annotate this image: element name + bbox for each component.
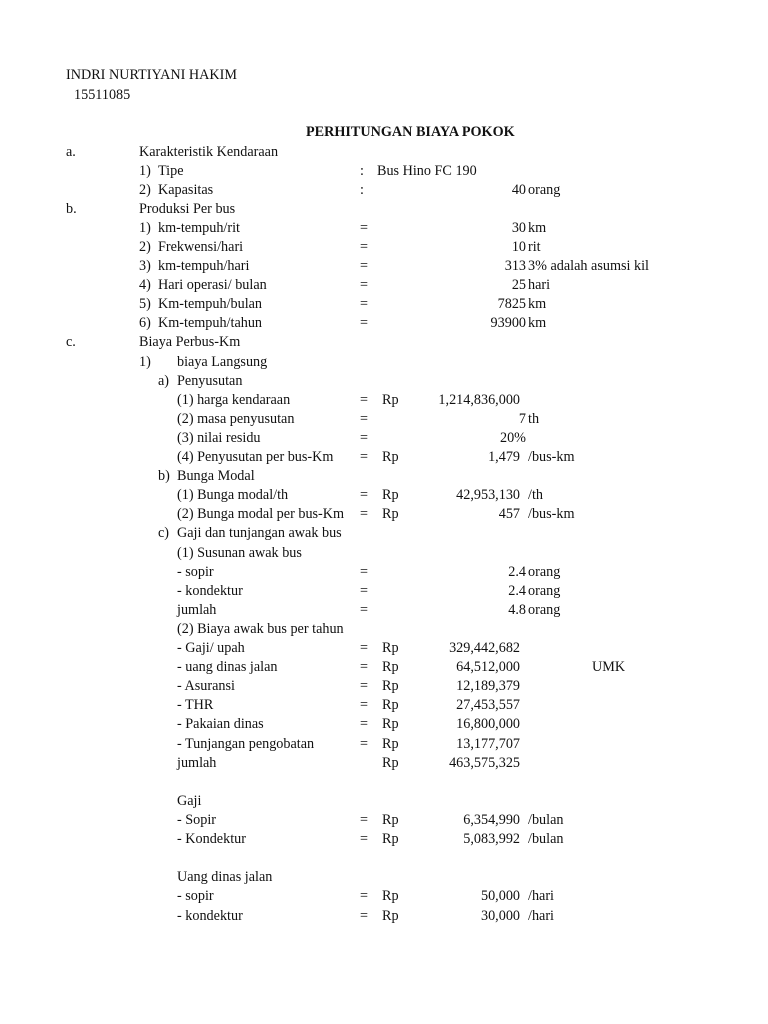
author-name: INDRI NURTIYANI HAKIM — [66, 67, 237, 83]
row-label: - Pakaian dinas — [177, 716, 264, 732]
row-currency: Rp — [382, 659, 399, 675]
row-value: 27,453,557 — [456, 697, 520, 713]
row-unit: orang — [528, 583, 561, 599]
row-sep: = — [360, 277, 369, 293]
row-sep: = — [360, 697, 369, 713]
row-unit: km — [528, 315, 547, 331]
row-sep: = — [360, 449, 369, 465]
row-label: - uang dinas jalan — [177, 659, 278, 675]
row-label: - kondektur — [177, 583, 243, 599]
row-value: 64,512,000 — [456, 659, 520, 675]
row-sep: = — [360, 392, 369, 408]
row-value: 30,000 — [480, 908, 520, 924]
row-sep: = — [360, 908, 369, 924]
row-sep: : — [360, 163, 364, 179]
row-value: 7 — [518, 411, 526, 427]
item-letter: c) — [158, 525, 170, 541]
subsection-label: biaya Langsung — [177, 354, 268, 370]
row-label: (2) Bunga modal per bus-Km — [177, 506, 345, 522]
row-value: 7825 — [497, 296, 526, 312]
row-currency: Rp — [382, 888, 399, 904]
row-value: 1,214,836,000 — [438, 392, 520, 408]
student-id: 15511085 — [74, 87, 131, 103]
row-value: 50,000 — [480, 888, 520, 904]
item-letter: b) — [158, 468, 170, 484]
row-label: - THR — [177, 697, 214, 713]
row-unit: /bus-km — [528, 449, 575, 465]
row-label: - Gaji/ upah — [177, 640, 245, 656]
row-unit: orang — [528, 564, 561, 580]
row-currency: Rp — [382, 640, 399, 656]
row-unit: orang — [528, 182, 561, 198]
row-label: (2) masa penyusutan — [177, 411, 295, 427]
section-b-letter: b. — [66, 201, 77, 217]
row-sep: = — [360, 315, 369, 331]
row-sep: = — [360, 831, 369, 847]
row-label: - Tunjangan pengobatan — [177, 736, 315, 752]
row-num: 1) — [139, 163, 151, 179]
row-unit: hari — [528, 277, 551, 293]
row-label: jumlah — [177, 602, 217, 618]
row-label: (3) nilai residu — [177, 430, 261, 446]
row-currency: Rp — [382, 755, 399, 771]
row-sep: = — [360, 602, 369, 618]
row-value: 93900 — [490, 315, 526, 331]
row-value: 16,800,000 — [456, 716, 520, 732]
row-sep: = — [360, 296, 369, 312]
row-value: 25 — [511, 277, 526, 293]
row-label: (1) harga kendaraan — [177, 392, 291, 408]
row-currency: Rp — [382, 697, 399, 713]
row-num: 3) — [139, 258, 151, 274]
row-currency: Rp — [382, 812, 399, 828]
row-sep: = — [360, 564, 369, 580]
row-value: Bus Hino FC 190 — [377, 163, 477, 179]
page-title: PERHITUNGAN BIAYA POKOK — [306, 124, 515, 140]
umk-note: UMK — [592, 659, 626, 675]
section-a-letter: a. — [66, 144, 76, 160]
row-sep: = — [360, 220, 369, 236]
row-value: 1,479 — [488, 449, 520, 465]
row-unit: orang — [528, 602, 561, 618]
row-label: - Asuransi — [177, 678, 235, 694]
row-num: 2) — [139, 239, 151, 255]
row-label: - sopir — [177, 888, 214, 904]
row-value: 10 — [511, 239, 526, 255]
row-label: Tipe — [158, 163, 184, 179]
row-num: 1) — [139, 354, 151, 370]
row-label: km-tempuh/rit — [158, 220, 240, 236]
row-unit: th — [528, 411, 540, 427]
row-sep: = — [360, 411, 369, 427]
row-label: - Sopir — [177, 812, 217, 828]
section-c-label: Biaya Perbus-Km — [139, 334, 241, 350]
row-value: 313 — [504, 258, 526, 274]
row-sep: = — [360, 487, 369, 503]
row-value: 30 — [511, 220, 526, 236]
row-unit: km — [528, 220, 547, 236]
row-currency: Rp — [382, 392, 399, 408]
row-sep: = — [360, 678, 369, 694]
section-c-letter: c. — [66, 334, 76, 350]
group-label: (2) Biaya awak bus per tahun — [177, 621, 344, 637]
row-unit: /hari — [528, 908, 554, 924]
row-sep: = — [360, 736, 369, 752]
item-label: Penyusutan — [177, 373, 243, 389]
row-value: 13,177,707 — [456, 736, 520, 752]
row-unit: /bulan — [528, 831, 564, 847]
row-unit: /bus-km — [528, 506, 575, 522]
row-value: 42,953,130 — [456, 487, 520, 503]
row-label: Km-tempuh/tahun — [158, 315, 263, 331]
row-sep: = — [360, 583, 369, 599]
row-label: - Kondektur — [177, 831, 246, 847]
row-currency: Rp — [382, 831, 399, 847]
row-num: 4) — [139, 277, 151, 293]
row-sep: = — [360, 812, 369, 828]
group-label: Gaji — [177, 793, 202, 809]
row-currency: Rp — [382, 506, 399, 522]
row-unit: km — [528, 296, 547, 312]
row-label: Kapasitas — [158, 182, 214, 198]
row-num: 2) — [139, 182, 151, 198]
row-sep: : — [360, 182, 364, 198]
row-value: 4.8 — [508, 602, 526, 618]
row-label: (1) Bunga modal/th — [177, 487, 289, 503]
row-label: Hari operasi/ bulan — [158, 277, 267, 293]
section-b-label: Produksi Per bus — [139, 201, 236, 217]
row-value: 329,442,682 — [449, 640, 520, 656]
row-unit: 3% adalah asumsi kil — [528, 259, 649, 274]
item-label: Bunga Modal — [177, 468, 255, 484]
row-label: - kondektur — [177, 908, 243, 924]
row-value: 457 — [498, 506, 520, 522]
row-label: - sopir — [177, 564, 214, 580]
row-unit: rit — [528, 239, 541, 255]
row-num: 6) — [139, 315, 151, 331]
row-value: 2.4 — [508, 564, 526, 580]
row-label: (4) Penyusutan per bus-Km — [177, 449, 334, 465]
group-label: Uang dinas jalan — [177, 869, 273, 885]
row-label: Frekwensi/hari — [158, 239, 244, 255]
row-value: 2.4 — [508, 583, 526, 599]
row-sep: = — [360, 888, 369, 904]
row-label: jumlah — [177, 755, 217, 771]
section-a-label: Karakteristik Kendaraan — [139, 144, 279, 160]
row-currency: Rp — [382, 736, 399, 752]
row-sep: = — [360, 506, 369, 522]
row-num: 5) — [139, 296, 151, 312]
row-currency: Rp — [382, 716, 399, 732]
row-sep: = — [360, 716, 369, 732]
row-sep: = — [360, 239, 369, 255]
row-value: 12,189,379 — [456, 678, 520, 694]
row-currency: Rp — [382, 908, 399, 924]
row-label: km-tempuh/hari — [158, 258, 250, 274]
group-label: (1) Susunan awak bus — [177, 545, 302, 561]
item-letter: a) — [158, 373, 170, 389]
item-label: Gaji dan tunjangan awak bus — [177, 525, 342, 541]
row-sep: = — [360, 659, 369, 675]
row-value: 40 — [511, 182, 526, 198]
row-num: 1) — [139, 220, 151, 236]
row-label: Km-tempuh/bulan — [158, 296, 263, 312]
row-unit: /th — [528, 487, 543, 503]
row-currency: Rp — [382, 449, 399, 465]
row-unit: /hari — [528, 888, 554, 904]
row-currency: Rp — [382, 487, 399, 503]
row-value: 20% — [499, 430, 526, 446]
row-sep: = — [360, 258, 369, 274]
row-value: 6,354,990 — [463, 812, 520, 828]
row-unit: /bulan — [528, 812, 564, 828]
row-value: 463,575,325 — [449, 755, 520, 771]
row-sep: = — [360, 640, 369, 656]
row-sep: = — [360, 430, 369, 446]
row-value: 5,083,992 — [463, 831, 520, 847]
row-currency: Rp — [382, 678, 399, 694]
